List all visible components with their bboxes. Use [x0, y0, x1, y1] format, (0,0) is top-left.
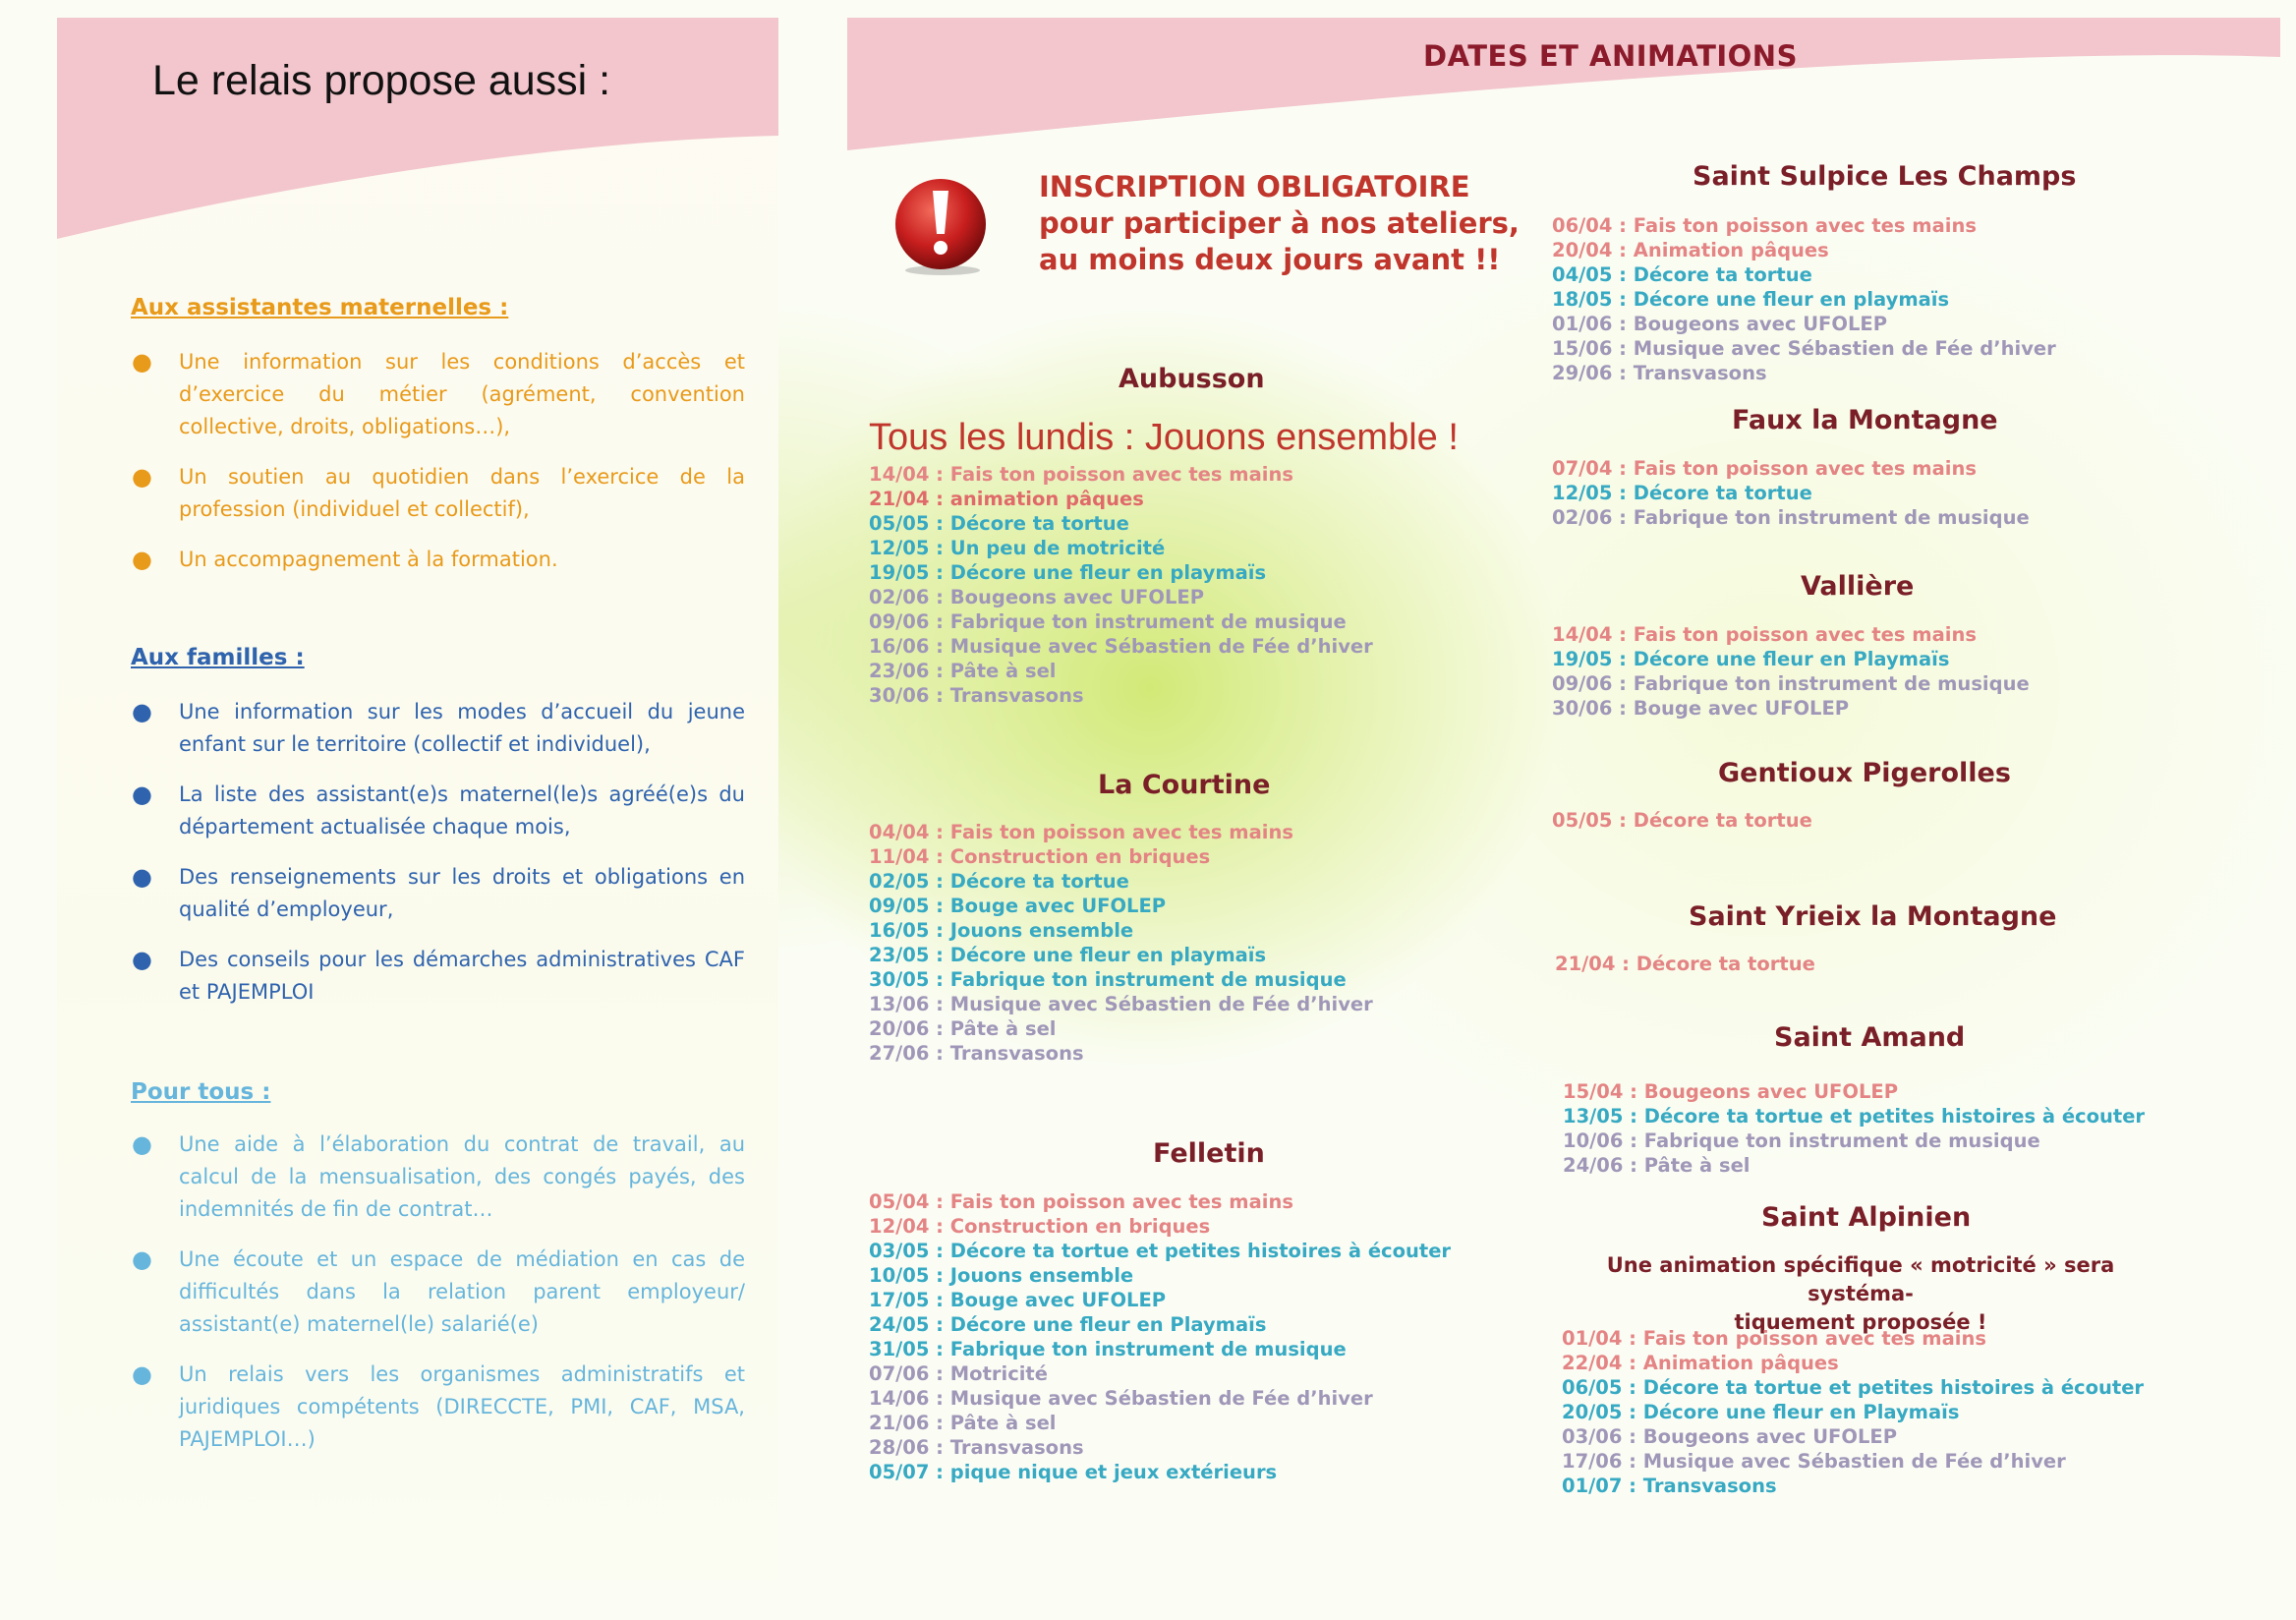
bullet-icon: ●: [132, 1360, 152, 1388]
event-item: 14/04 : Fais ton poisson avec tes mains: [1552, 623, 1977, 646]
event-item: 11/04 : Construction en briques: [869, 845, 1211, 868]
event-item: 27/06 : Transvasons: [869, 1042, 1084, 1065]
town-saint-amand: Saint Amand: [1774, 1022, 1966, 1053]
event-item: 01/07 : Transvasons: [1562, 1475, 1777, 1497]
event-item: 04/05 : Décore ta tortue: [1552, 263, 1812, 286]
event-item: 02/05 : Décore ta tortue: [869, 870, 1129, 893]
event-item: 23/05 : Décore une fleur en playmaïs: [869, 944, 1267, 966]
events-faux-la-montagne: [1552, 456, 2030, 530]
event-item: 10/05 : Jouons ensemble: [869, 1264, 1134, 1287]
town-faux-la-montagne: Faux la Montagne: [1732, 405, 1998, 435]
list-item: ● Une information sur les conditions d’accès et d’exercice du métier (agrément, convention collective, droits, obligations…),: [132, 348, 745, 438]
bullet-icon: ●: [132, 1130, 152, 1158]
events-gentioux-pigerolles: [1552, 808, 1812, 833]
event-item: 22/04 : Animation pâques: [1562, 1352, 1839, 1374]
event-item: 28/06 : Transvasons: [869, 1436, 1084, 1459]
event-item: 07/06 : Motricité: [869, 1362, 1048, 1385]
left-title: Le relais propose aussi :: [152, 57, 611, 104]
event-item: 09/06 : Fabrique ton instrument de musique: [1552, 672, 2030, 695]
list-item: ● Des conseils pour les démarches administratives CAF et PAJEMPLOI: [132, 946, 745, 1004]
event-item: 30/05 : Fabrique ton instrument de musique: [869, 968, 1347, 991]
list-item: ● Une information sur les modes d’accueil du jeune enfant sur le territoire (collectif et individuel),: [132, 698, 745, 756]
event-item: 20/04 : Animation pâques: [1552, 239, 1829, 261]
event-item: 24/05 : Décore une fleur en Playmaïs: [869, 1313, 1267, 1336]
bullet-icon: ●: [132, 348, 152, 376]
event-item: 15/06 : Musique avec Sébastien de Fée d’hiver: [1552, 337, 2056, 360]
events-saint-alpinien: [1562, 1326, 2144, 1498]
bullet-icon: ●: [132, 463, 152, 491]
event-item: 23/06 : Pâte à sel: [869, 660, 1057, 682]
highlight-mondays: Tous les lundis : Jouons ensemble !: [869, 417, 1459, 458]
list-assistantes: [130, 346, 745, 594]
event-item: 14/04 : Fais ton poisson avec tes mains: [869, 463, 1293, 486]
event-item: 19/05 : Décore une fleur en playmaïs: [869, 561, 1267, 584]
bullet-icon: ●: [132, 1245, 152, 1273]
town-aubusson: Aubusson: [1119, 364, 1265, 394]
list-item: ● Un accompagnement à la formation.: [130, 544, 745, 576]
event-item: 29/06 : Transvasons: [1552, 362, 1767, 384]
section-heading-familles: Aux familles :: [131, 645, 305, 670]
town-felletin: Felletin: [1153, 1138, 1265, 1169]
events-la-courtine: [869, 820, 1373, 1066]
bullet-icon: ●: [132, 946, 152, 973]
event-item: 19/05 : Décore une fleur en Playmaïs: [1552, 648, 1950, 670]
event-item: 21/04 : animation pâques: [869, 488, 1144, 510]
event-item: 09/05 : Bouge avec UFOLEP: [869, 895, 1167, 917]
event-item: 15/04 : Bougeons avec UFOLEP: [1563, 1080, 1898, 1103]
event-item: 05/04 : Fais ton poisson avec tes mains: [869, 1190, 1293, 1213]
event-item: 16/06 : Musique avec Sébastien de Fée d’hiver: [869, 635, 1373, 658]
event-item: 07/04 : Fais ton poisson avec tes mains: [1552, 457, 1977, 480]
town-saint-alpinien: Saint Alpinien: [1761, 1202, 1972, 1233]
bullet-icon: ●: [132, 781, 152, 808]
events-aubusson: [869, 462, 1373, 708]
event-item: 02/06 : Fabrique ton instrument de musique: [1552, 506, 2030, 529]
list-item: ● Un soutien au quotidien dans l’exercice de la profession (individuel et collectif),: [132, 463, 745, 521]
event-item: 12/05 : Décore ta tortue: [1552, 482, 1812, 504]
event-item: 10/06 : Fabrique ton instrument de musique: [1563, 1129, 2040, 1152]
motricite-notice: Une animation spécifique « motricité » sera systéma- tiquement proposée !: [1606, 1253, 2115, 1334]
town-gentioux-pigerolles: Gentioux Pigerolles: [1718, 758, 2011, 788]
events-saint-yrieix: [1555, 952, 1815, 976]
list-item: ● Une écoute et un espace de médiation en cas de difficultés dans la relation parent employeur/ assistant(e) maternel(le) salarié(e): [132, 1245, 745, 1336]
event-item: 24/06 : Pâte à sel: [1563, 1154, 1751, 1177]
events-felletin: [869, 1189, 1451, 1484]
event-item: 14/06 : Musique avec Sébastien de Fée d’hiver: [869, 1387, 1373, 1410]
event-item: 05/05 : Décore ta tortue: [869, 512, 1129, 535]
event-item: 04/04 : Fais ton poisson avec tes mains: [869, 821, 1293, 843]
event-item: 17/06 : Musique avec Sébastien de Fée d’hiver: [1562, 1450, 2066, 1473]
list-familles: [130, 696, 745, 1026]
events-valliere: [1552, 622, 2030, 721]
left-header-band: [57, 18, 778, 244]
town-valliere: Vallière: [1801, 571, 1915, 602]
event-item: 01/06 : Bougeons avec UFOLEP: [1552, 313, 1887, 335]
event-item: 20/06 : Pâte à sel: [869, 1017, 1057, 1040]
right-title: DATES ET ANIMATIONS: [1423, 39, 1798, 73]
event-item: 06/05 : Décore ta tortue et petites histoires à écouter: [1562, 1376, 2145, 1399]
event-item: 13/05 : Décore ta tortue et petites histoires à écouter: [1563, 1105, 2146, 1128]
event-item: 17/05 : Bouge avec UFOLEP: [869, 1289, 1167, 1311]
event-item: 31/05 : Fabrique ton instrument de musique: [869, 1338, 1347, 1360]
bullet-icon: ●: [132, 546, 152, 573]
event-item: 12/05 : Un peu de motricité: [869, 537, 1166, 559]
event-item: 21/04 : Décore ta tortue: [1555, 953, 1815, 975]
event-item: 13/06 : Musique avec Sébastien de Fée d’hiver: [869, 993, 1373, 1015]
list-pour-tous: [130, 1128, 745, 1474]
event-item: 01/04 : Fais ton poisson avec tes mains: [1562, 1327, 1986, 1350]
list-item: ● Des renseignements sur les droits et obligations en qualité d’employeur,: [132, 863, 745, 921]
event-item: 12/04 : Construction en briques: [869, 1215, 1211, 1238]
list-item: ● Un relais vers les organismes administratifs et juridiques compétents (DIRECCTE, PMI, CAF, MSA, PAJEMPLOI…): [132, 1360, 745, 1451]
bullet-icon: ●: [132, 863, 152, 891]
event-item: 05/07 : pique nique et jeux extérieurs: [869, 1461, 1278, 1483]
section-heading-assistantes: Aux assistantes maternelles :: [131, 295, 509, 320]
event-item: 06/04 : Fais ton poisson avec tes mains: [1552, 214, 1977, 237]
event-item: 16/05 : Jouons ensemble: [869, 919, 1134, 942]
inscription-notice: INSCRIPTION OBLIGATOIRE pour participer à nos ateliers, au moins deux jours avant !!: [1039, 170, 1520, 276]
section-heading-pour-tous: Pour tous :: [131, 1079, 271, 1105]
town-la-courtine: La Courtine: [1098, 770, 1271, 800]
bullet-icon: ●: [132, 698, 152, 725]
event-item: 21/06 : Pâte à sel: [869, 1412, 1057, 1434]
list-item: ● La liste des assistant(e)s maternel(le)s agréé(e)s du département actualisée chaque mois,: [132, 781, 745, 839]
event-item: 18/05 : Décore une fleur en playmaïs: [1552, 288, 1950, 311]
town-saint-yrieix: Saint Yrieix la Montagne: [1689, 901, 2057, 932]
event-item: 09/06 : Fabrique ton instrument de musique: [869, 610, 1347, 633]
town-saint-sulpice: Saint Sulpice Les Champs: [1693, 161, 2077, 192]
event-item: 03/06 : Bougeons avec UFOLEP: [1562, 1425, 1897, 1448]
event-item: 20/05 : Décore une fleur en Playmaïs: [1562, 1401, 1960, 1423]
event-item: 03/05 : Décore ta tortue et petites histoires à écouter: [869, 1240, 1452, 1262]
events-saint-amand: [1563, 1079, 2145, 1178]
list-item: ● Une aide à l’élaboration du contrat de travail, au calcul de la mensualisation, des congés payés, des indemnités de fin de contrat…: [132, 1130, 745, 1221]
event-item: 05/05 : Décore ta tortue: [1552, 809, 1812, 832]
events-saint-sulpice: [1552, 213, 2056, 385]
event-item: 30/06 : Transvasons: [869, 684, 1084, 707]
exclamation-icon: [890, 175, 992, 277]
event-item: 30/06 : Bouge avec UFOLEP: [1552, 697, 1850, 720]
event-item: 02/06 : Bougeons avec UFOLEP: [869, 586, 1204, 608]
